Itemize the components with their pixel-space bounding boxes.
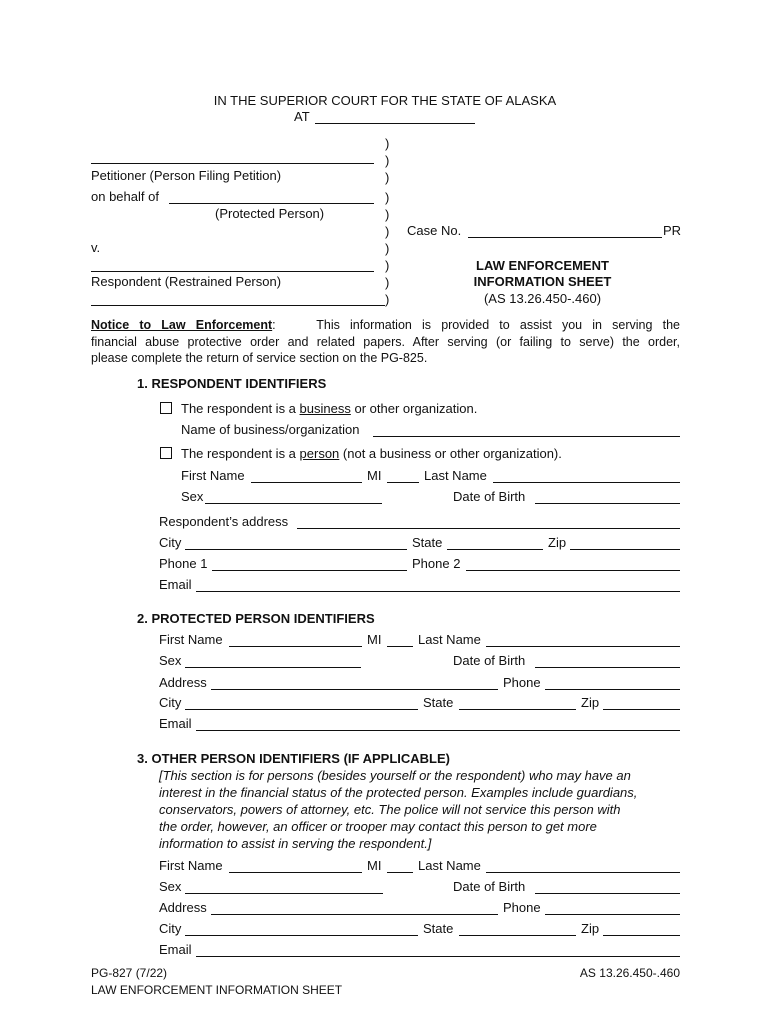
caption-paren: ) (385, 275, 390, 290)
at-location-field[interactable] (315, 123, 475, 124)
r-first-name-field[interactable] (251, 482, 362, 483)
p-mi-label: MI (367, 632, 382, 647)
business-option-post: or other organization. (354, 401, 478, 416)
section3-note-line5: information to assist in serving the respondent.] (159, 836, 432, 851)
r-city-label: City (159, 535, 182, 550)
p-email-label: Email (159, 716, 192, 731)
person-word: person (299, 446, 340, 461)
p-state-label: State (423, 695, 454, 710)
r-phone1-label: Phone 1 (159, 556, 208, 571)
o-zip-field[interactable] (603, 935, 680, 936)
p-phone-field[interactable] (545, 689, 680, 690)
p-email-field[interactable] (196, 730, 680, 731)
court-heading: IN THE SUPERIOR COURT FOR THE STATE OF ALASKA (213, 93, 557, 108)
petitioner-label: Petitioner (Person Filing Petition) (91, 168, 282, 183)
r-phone1-field[interactable] (212, 570, 407, 571)
r-dob-label: Date of Birth (453, 489, 526, 504)
business-name-label: Name of business/organization (181, 422, 360, 437)
r-phone2-label: Phone 2 (412, 556, 461, 571)
r-zip-label: Zip (548, 535, 567, 550)
r-phone2-field[interactable] (466, 570, 680, 571)
o-phone-field[interactable] (545, 914, 680, 915)
business-word: business (299, 401, 351, 416)
caption-paren: ) (385, 136, 390, 151)
caption-bottom-rule (91, 305, 385, 306)
o-email-field[interactable] (196, 956, 680, 957)
versus-label: v. (91, 240, 101, 255)
business-name-field[interactable] (373, 436, 680, 437)
notice-line2: financial abuse protective order and related papers. After serving (or failing to serve) the order, (91, 335, 680, 349)
o-state-label: State (423, 921, 454, 936)
o-city-field[interactable] (185, 935, 418, 936)
o-last-name-field[interactable] (486, 872, 680, 873)
on-behalf-label: on behalf of (91, 189, 159, 204)
o-mi-field[interactable] (387, 872, 413, 873)
section3-note-line4: the order, however, an officer or trooper may contact this person to get more (159, 819, 597, 834)
person-option-post: (not a business or other organization). (342, 446, 562, 461)
r-sex-label: Sex (181, 489, 204, 504)
respondent-label: Respondent (Restrained Person) (91, 274, 282, 289)
caption-paren: ) (385, 190, 390, 205)
case-suffix: PR (663, 223, 682, 238)
person-option-pre: The respondent is a (181, 446, 296, 461)
p-first-name-field[interactable] (229, 646, 362, 647)
business-option-pre: The respondent is a (181, 401, 296, 416)
caption-paren: ) (385, 292, 390, 307)
p-sex-label: Sex (159, 653, 182, 668)
at-label: AT (294, 109, 310, 124)
p-mi-field[interactable] (387, 646, 413, 647)
section3-note-line2: interest in the financial status of the protected person. Examples include guardians, (159, 785, 638, 800)
p-zip-label: Zip (581, 695, 600, 710)
person-checkbox[interactable] (160, 447, 172, 459)
p-phone-label: Phone (503, 675, 541, 690)
p-first-name-label: First Name (159, 632, 223, 647)
section1-heading: 1. RESPONDENT IDENTIFIERS (137, 376, 327, 391)
r-sex-field[interactable] (205, 503, 382, 504)
case-number-field[interactable] (468, 237, 662, 238)
o-sex-field[interactable] (185, 893, 383, 894)
o-dob-label: Date of Birth (453, 879, 526, 894)
o-mi-label: MI (367, 858, 382, 873)
caption-paren: ) (385, 153, 390, 168)
section3-note-line1: [This section is for persons (besides yourself or the respondent) who may have an (159, 768, 631, 783)
r-first-name-label: First Name (181, 468, 245, 483)
caption-paren: ) (385, 170, 390, 185)
respondent-name-field[interactable] (91, 271, 374, 272)
r-state-field[interactable] (447, 549, 543, 550)
r-last-name-label: Last Name (424, 468, 487, 483)
protected-person-field[interactable] (169, 203, 374, 204)
p-address-field[interactable] (211, 689, 498, 690)
r-mi-field[interactable] (387, 482, 419, 483)
p-address-label: Address (159, 675, 207, 690)
o-dob-field[interactable] (535, 893, 680, 894)
r-mi-label: MI (367, 468, 382, 483)
o-last-name-label: Last Name (418, 858, 481, 873)
document-title-line2: INFORMATION SHEET (473, 274, 612, 289)
r-address-label: Respondent’s address (159, 514, 289, 529)
petitioner-name-field[interactable] (91, 163, 374, 164)
p-dob-field[interactable] (535, 667, 680, 668)
notice-colon: : (272, 318, 276, 332)
o-first-name-field[interactable] (229, 872, 362, 873)
r-zip-field[interactable] (570, 549, 680, 550)
o-address-field[interactable] (211, 914, 498, 915)
r-address-field[interactable] (297, 528, 680, 529)
o-zip-label: Zip (581, 921, 600, 936)
notice-line3: please complete the return of service section on the PG-825. (91, 351, 428, 365)
o-phone-label: Phone (503, 900, 541, 915)
notice-heading: Notice to Law Enforcement (91, 318, 273, 332)
footer-statute: AS 13.26.450-.460 (579, 966, 680, 980)
caption-paren: ) (385, 207, 390, 222)
r-city-field[interactable] (185, 549, 407, 550)
o-email-label: Email (159, 942, 192, 957)
business-option-label (181, 401, 477, 417)
business-checkbox[interactable] (160, 402, 172, 414)
p-city-label: City (159, 695, 182, 710)
p-dob-label: Date of Birth (453, 653, 526, 668)
r-dob-field[interactable] (535, 503, 680, 504)
o-first-name-label: First Name (159, 858, 223, 873)
caption-paren: ) (385, 224, 390, 239)
p-state-field[interactable] (459, 709, 576, 710)
protected-person-label: (Protected Person) (215, 206, 325, 221)
o-sex-label: Sex (159, 879, 182, 894)
document-title-line1: LAW ENFORCEMENT (476, 258, 609, 273)
footer-form-title: LAW ENFORCEMENT INFORMATION SHEET (91, 983, 343, 997)
section3-heading: 3. OTHER PERSON IDENTIFIERS (IF APPLICABLE) (137, 751, 450, 766)
r-email-field[interactable] (196, 591, 680, 592)
notice-text-1: This information is provided to assist you in serving the (316, 318, 680, 332)
r-email-label: Email (159, 577, 192, 592)
r-last-name-field[interactable] (493, 482, 680, 483)
footer-form-id: PG-827 (7/22) (91, 966, 168, 980)
p-last-name-label: Last Name (418, 632, 481, 647)
case-no-label: Case No. (407, 223, 462, 238)
p-zip-field[interactable] (603, 709, 680, 710)
p-city-field[interactable] (185, 709, 418, 710)
o-state-field[interactable] (459, 935, 576, 936)
caption-paren: ) (385, 241, 390, 256)
o-address-label: Address (159, 900, 207, 915)
p-last-name-field[interactable] (486, 646, 680, 647)
document-statute: (AS 13.26.450-.460) (483, 291, 602, 306)
p-sex-field[interactable] (185, 667, 361, 668)
notice-line1 (91, 317, 680, 334)
section3-note-line3: conservators, powers of attorney, etc. The police will not service this person with (159, 802, 621, 817)
r-state-label: State (412, 535, 443, 550)
section2-heading: 2. PROTECTED PERSON IDENTIFIERS (137, 611, 375, 626)
o-city-label: City (159, 921, 182, 936)
caption-paren: ) (385, 258, 390, 273)
person-option-label (181, 446, 562, 462)
